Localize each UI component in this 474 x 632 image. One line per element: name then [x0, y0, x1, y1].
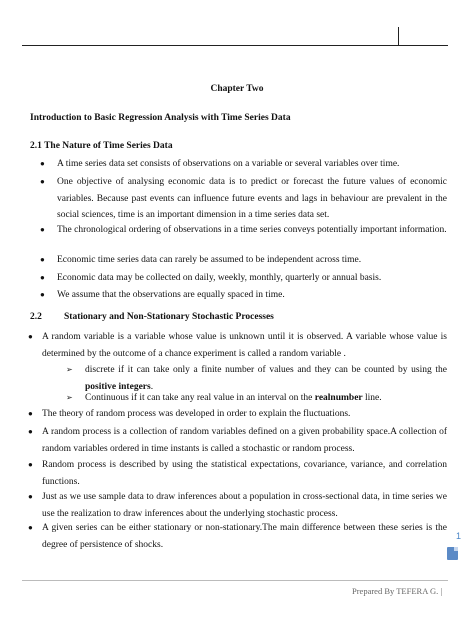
sub-list-item-continuous: ➢ Continuous if it can take any real value in an interval on the realnumber line.: [66, 390, 447, 407]
list-item: ● Economic time series data can rarely be assumed to be independent across time.: [40, 252, 447, 269]
bullet-icon: ●: [28, 427, 33, 436]
arrow-icon: ➢: [66, 393, 73, 402]
bold-term-realnumber: realnumber: [314, 393, 363, 403]
list-item: ● We assume that the observations are equally spaced in time.: [40, 287, 447, 304]
list-item: ● A random process is a collection of random variables defined on a given probability space.A collection of random variables ordered in time instants is called a stochastic or random process.: [28, 424, 447, 457]
list-item: ● Random process is described by using the statistical expectations, covariance, variance, and correlation functions.: [28, 457, 447, 490]
bullet-icon: ●: [40, 225, 45, 234]
bullet-icon: ●: [40, 159, 45, 168]
main-heading: Introduction to Basic Regression Analysis with Time Series Data: [30, 113, 291, 123]
page-number: 1: [456, 531, 462, 541]
bullet-icon: ●: [28, 332, 33, 341]
section-heading-2-2: [30, 312, 274, 322]
bullet-icon: ●: [40, 273, 45, 282]
list-item: ● A given series can be either stationary or non-stationary.The main difference between these series is the degree of persistence of shocks.: [28, 520, 447, 553]
list-item: ● A random variable is a variable whose value is unknown until it is observed. A variable whose value is determined by the outcome of a chance experiment is called a random variable .: [28, 329, 447, 362]
list-item: ● The chronological ordering of observations in a time series conveys potentially important information.: [40, 222, 447, 239]
footer-rule: [22, 580, 448, 581]
arrow-icon: ➢: [66, 365, 73, 374]
header-tick: [398, 27, 399, 46]
list-item: ● Just as we use sample data to draw inferences about a population in cross-sectional data, in time series we use the realization to draw inferences about the underlying stochastic process.: [28, 489, 447, 522]
list-item: ● A time series data set consists of observations on a variable or several variables over time.: [40, 156, 447, 173]
list-item: ● The theory of random process was developed in order to explain the fluctuations.: [28, 406, 447, 423]
bullet-icon: ●: [28, 492, 33, 501]
section-heading-2-1: 2.1 The Nature of Time Series Data: [30, 141, 173, 151]
bullet-icon: ●: [40, 255, 45, 264]
bullet-icon: ●: [40, 290, 45, 299]
footer-text: Prepared By TEFERA G. |: [352, 586, 443, 596]
bullet-icon: ●: [28, 460, 33, 469]
bold-term-positive-integers: positive integers: [85, 381, 151, 392]
page-icon: [447, 547, 458, 560]
list-item: ● One objective of analysing economic data is to predict or forecast the future values of economic variables. Because past events can influence future events and lags in behaviour are prevalent in the social sciences, time is an important dimension in a time series data set.: [40, 174, 447, 224]
bullet-icon: ●: [40, 177, 45, 186]
section-title: Stationary and Non-Stationary Stochastic Processes: [64, 312, 274, 322]
chapter-title: Chapter Two: [210, 84, 264, 94]
list-item: ● Economic data may be collected on daily, weekly, monthly, quarterly or annual basis.: [40, 270, 447, 287]
header-rule: [22, 45, 448, 46]
sub-list-item-discrete: ➢ discrete if it can take only a finite number of values and they can be counted by using the positive integers.: [66, 362, 447, 395]
bullet-icon: ●: [28, 523, 33, 532]
section-number: 2.2: [30, 312, 42, 322]
bullet-icon: ●: [28, 409, 33, 418]
